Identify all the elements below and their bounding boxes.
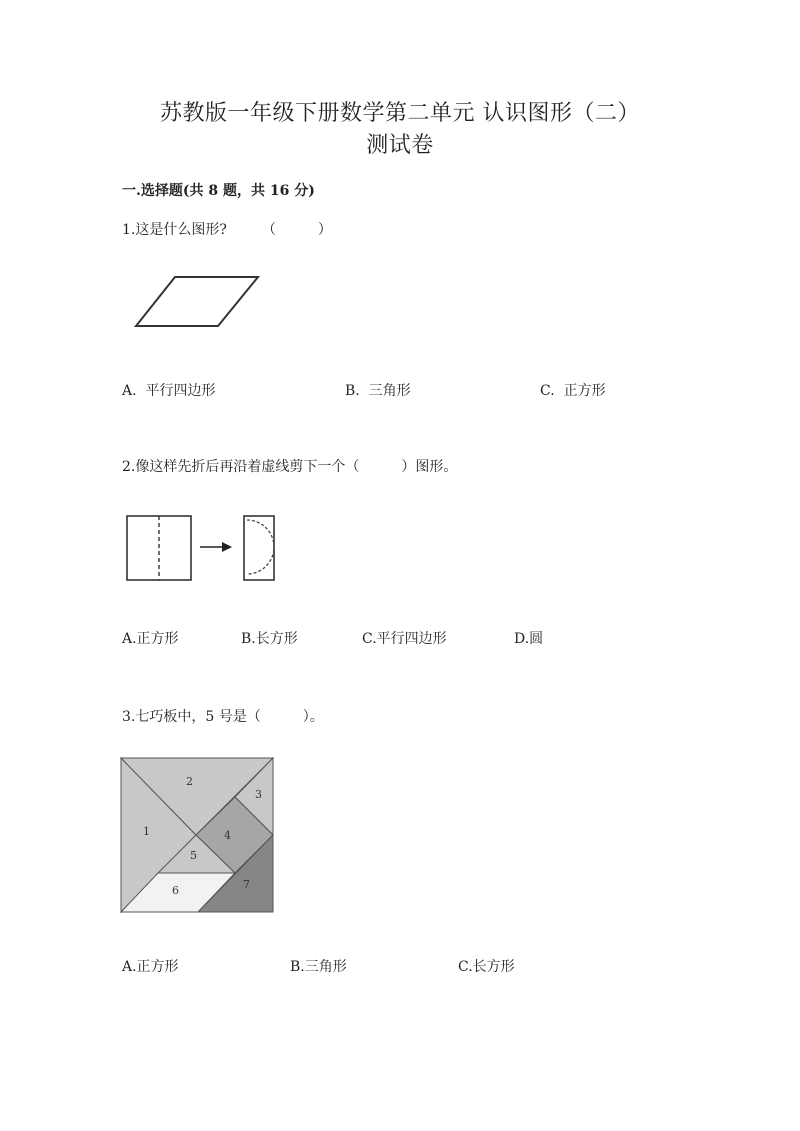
- q2-option-d[interactable]: D.圆: [514, 631, 544, 647]
- tangram-label-7: 7: [243, 878, 250, 891]
- question-2-text: 2.像这样先折后再沿着虚线剪下一个（ ）图形。: [122, 459, 458, 475]
- q3-option-a[interactable]: A.正方形: [122, 959, 179, 975]
- tangram-label-6: 6: [172, 884, 179, 897]
- tangram-label-4: 4: [224, 829, 231, 842]
- page-title: 苏教版一年级下册数学第二单元 认识图形（二）: [160, 101, 640, 126]
- q2-option-a[interactable]: A.正方形: [122, 631, 179, 647]
- q1-option-b[interactable]: B. 三角形: [345, 383, 411, 399]
- tangram-label-5: 5: [190, 849, 197, 862]
- tangram-label-3: 3: [255, 788, 262, 801]
- tangram-label-2: 2: [186, 775, 193, 788]
- q3-option-c[interactable]: C.长方形: [458, 959, 515, 975]
- q2-option-c[interactable]: C.平行四边形: [362, 631, 447, 647]
- question-3-text: 3.七巧板中，5 号是（ ）。: [122, 709, 324, 725]
- section-heading: 一.选择题(共 8 题，共 16 分): [122, 183, 315, 199]
- tangram-figure: [118, 755, 278, 915]
- q1-option-a[interactable]: A. 平行四边形: [122, 383, 216, 399]
- q2-option-b[interactable]: B.长方形: [241, 631, 298, 647]
- page-subtitle: 测试卷: [366, 133, 434, 158]
- fold-cut-figure: [120, 510, 290, 590]
- tangram-label-1: 1: [143, 825, 150, 838]
- q3-option-b[interactable]: B.三角形: [290, 959, 347, 975]
- parallelogram-figure: [130, 272, 270, 332]
- question-1-text: 1.这是什么图形? （ ）: [122, 222, 332, 238]
- q1-option-c[interactable]: C. 正方形: [540, 383, 606, 399]
